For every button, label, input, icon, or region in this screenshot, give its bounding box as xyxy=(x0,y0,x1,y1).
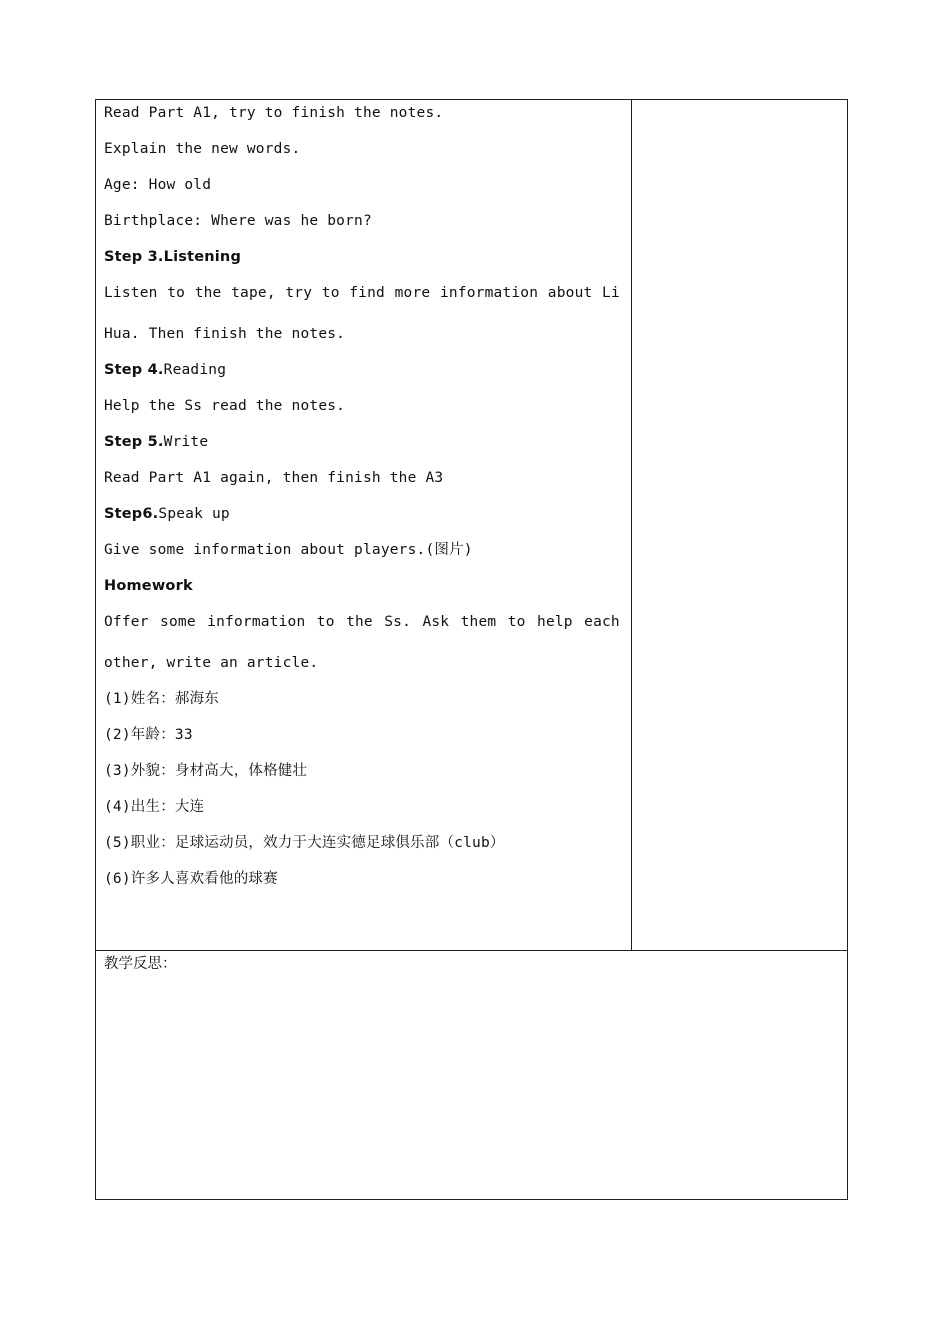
column-divider xyxy=(631,99,632,950)
word: more xyxy=(394,285,431,301)
info-item: (1)姓名：郝海东 xyxy=(104,691,219,707)
word: to xyxy=(321,285,340,301)
row-divider xyxy=(95,950,847,951)
word: Offer xyxy=(104,614,149,630)
step-line xyxy=(104,360,226,380)
text-line: Help the Ss read the notes. xyxy=(104,398,346,414)
word: each xyxy=(584,614,620,630)
justified-line xyxy=(104,283,620,303)
justified-line xyxy=(104,612,620,632)
step-label: Step 4. xyxy=(104,362,164,378)
info-item: (5)职业：足球运动员，效力于大连实德足球俱乐部（club） xyxy=(104,835,505,851)
step-label: Step 5. xyxy=(104,434,164,450)
word: find xyxy=(349,285,385,301)
word: information xyxy=(207,614,306,630)
word: information xyxy=(439,285,539,301)
word: Ask xyxy=(422,614,450,630)
lesson-plan-table xyxy=(95,99,847,1199)
word: the xyxy=(194,285,222,301)
word: to xyxy=(167,285,186,301)
info-item: (3)外貌：身材高大，体格健壮 xyxy=(104,763,308,779)
step-line xyxy=(104,432,208,452)
text-line: Age: How old xyxy=(104,177,212,193)
step-heading: Step 3.Listening xyxy=(104,249,242,265)
text-line: Give some information about players.(图片) xyxy=(104,542,473,558)
text-line: Explain the new words. xyxy=(104,141,301,157)
step-line xyxy=(104,504,230,524)
word: tape, xyxy=(231,285,276,301)
info-item: (4)出生：大连 xyxy=(104,799,205,815)
word: try xyxy=(285,285,313,301)
info-item: (6)许多人喜欢看他的球赛 xyxy=(104,871,278,887)
word: Li xyxy=(602,285,620,301)
step-text: Speak up xyxy=(158,506,230,522)
word: Listen xyxy=(104,285,158,301)
step-label: Step6. xyxy=(104,506,159,522)
text-line: Read Part A1, try to finish the notes. xyxy=(104,105,444,121)
word: the xyxy=(346,614,373,630)
step-text: Write xyxy=(163,434,209,450)
word: about xyxy=(547,285,593,301)
homework-heading: Homework xyxy=(104,578,193,594)
text-line: other, write an article. xyxy=(104,655,319,671)
text-line: Birthplace: Where was he born? xyxy=(104,213,372,229)
info-item: (2)年龄：33 xyxy=(104,727,193,743)
text-line: Hua. Then finish the notes. xyxy=(104,326,346,342)
step-text: Reading xyxy=(163,362,227,378)
word: Ss. xyxy=(384,614,412,630)
reflection-label: 教学反思： xyxy=(104,956,177,972)
word: to xyxy=(316,614,335,630)
word: some xyxy=(160,614,196,630)
word: them xyxy=(460,614,497,630)
word: help xyxy=(537,614,573,630)
word: to xyxy=(507,614,526,630)
text-line: Read Part A1 again, then finish the A3 xyxy=(104,470,444,486)
